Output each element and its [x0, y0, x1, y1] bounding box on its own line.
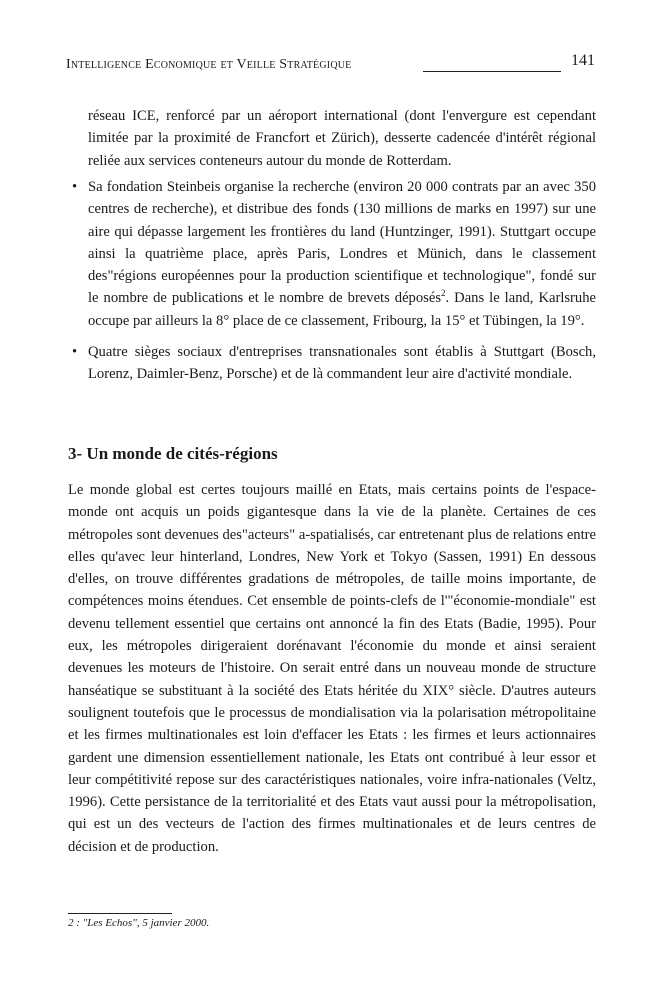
footnote-reference: 2 — [441, 288, 446, 299]
running-title: Intelligence Economique et Veille Stratégique — [66, 57, 352, 72]
list-item — [72, 341, 596, 386]
section-paragraph: Le monde global est certes toujours maillé en Etats, mais certains points de l'espace- monde ont acquis un poids gigantesque dans la vie de la planète. Certaines de ces métropoles sont devenues des"acteurs" a-spatialisés, car entretenant plus de relations entre elles qu'avec leur hinterland, Londres, New York et Tokyo (Sassen, 1991) En dessous d'elles, on trouve différentes gradations de métropoles, de taille moins importante, de compétences moins étendues. Cet ensemble de points-clefs de l'"économie-mondiale" est devenu tellement essentiel que certains ont annoncé la fin des Etats (Badie, 1995). Pour eux, les métropoles dirigeraient dorénavant l'économie du monde et ainsi seraient devenues les moteurs de l'histoire. On serait entré dans un nouveau monde de structure hanséatique se substituant à la société des Etats héritée du XIX° siècle. D'autres auteurs soulignent toutefois que le processus de mondialisation via la polarisation métropolitaine et les firmes multinationales est loin d'effacer les Etats : les firmes et leurs actionnaires gardent une dimension essentiellement nationale, les Etats ont contribué à leur essor et leur compétitivité repose sur des caractéristiques nationales, voire infra-nationales (Veltz, 1996). Cette persistance de la territorialité et des Etats vaut aussi pour la métropolisation, qui est un des vecteurs de l'action des firmes multinationales et de leurs centres de décision et de production. — [68, 482, 596, 855]
bullet-icon: • — [72, 344, 78, 361]
header-rule — [423, 71, 561, 72]
bullet-text-after: . Dans le land, Karlsruhe occupe par ailleurs la 8° place de ce classement, Fribourg, la 15° et Tübingen, la 19°. — [88, 290, 596, 329]
page-number: 141 — [571, 52, 595, 69]
bullet-icon: • — [72, 179, 78, 195]
running-header — [66, 52, 595, 76]
footnote: 2 : "Les Echos", 5 janvier 2000. — [68, 917, 210, 929]
bullet-text-before: Sa fondation Steinbeis organise la recherche (environ 20 000 contrats par an avec 350 centres de recherche), et distribue des fonds (130 millions de marks en 1997) sur une aire qui dépasse largement les frontières du land (Huntzinger, 1991). Stuttgart occupe ainsi la quatrième place, après Paris, Londres et Münich, dans le classement des"régions européennes pour la production scientifique et technologique", fondé sur le nombre de publications et le nombre de brevets déposés — [88, 179, 596, 307]
footnote-rule — [68, 913, 172, 914]
section-heading: 3- Un monde de cités-régions — [68, 444, 278, 463]
bullet-text-before: Quatre sièges sociaux d'entreprises transnationales sont établis à Stuttgart (Bosch, Lorenz, Daimler-Benz, Porsche) et de là commandent leur aire d'activité mondiale. — [88, 344, 596, 383]
bullet-list — [72, 176, 596, 395]
intro-paragraph: réseau ICE, renforcé par un aéroport international (dont l'envergure est cependant limitée par la proximité de Francfort et Zürich), desserte cadencée d'intérêt régional reliée aux services conteneurs autour du monde de Rotterdam. — [88, 108, 596, 169]
list-item — [72, 176, 596, 332]
